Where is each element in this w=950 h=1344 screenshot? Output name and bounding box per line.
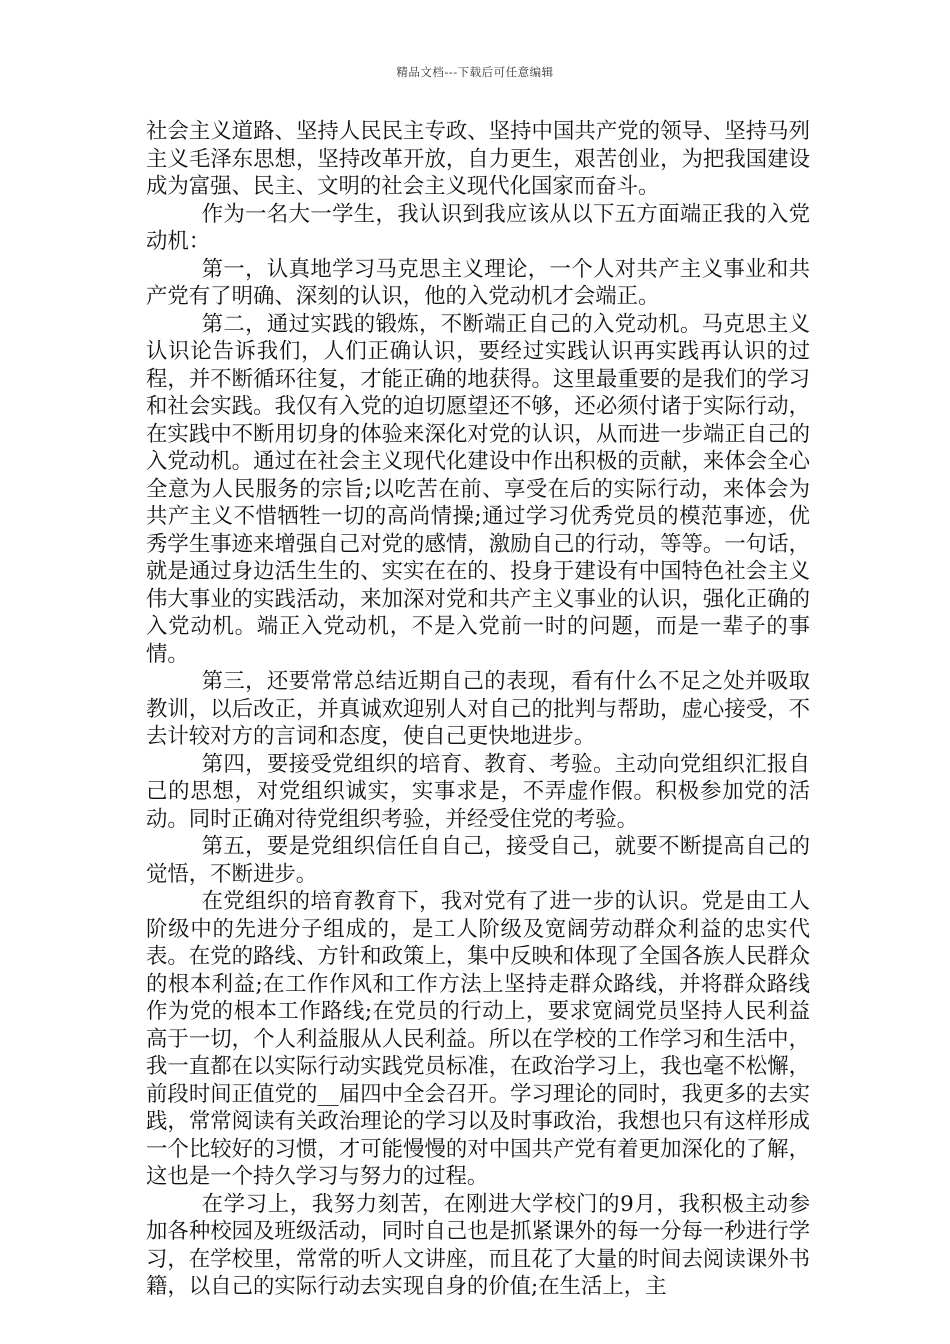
paragraph-7: 第五，要是党组织信任自自己，接受自己，就要不断提高自己的觉悟，不断进步。 (146, 834, 810, 887)
paragraph-4: 第二，通过实践的锻炼，不断端正自己的入党动机。马克思主义认识论告诉我们，人们正确认识，要经过实践认识再实践再认识的过程，并不断循环往复，才能正确的地获得。这里最重要的是我们的学习和社会实践。我仅有入党的迫切愿望还不够，还必须付诸于实际行动，在实践中不断用切身的体验来深化对党的认识，从而进一步端正自己的入党动机。通过在社会主义现代化建设中作出积极的贡献，来体会全心全意为人民服务的宗旨;以吃苦在前、享受在后的实际行动，来体会为共产主义不惜牺牲一切的高尚情操;通过学习优秀党员的模范事迹，优秀学生事迹来增强自己对党的感情，激励自己的行动，等等。一句话，就是通过身边活生生的、实实在在的、投身于建设有中国特色社会主义伟大事业的实践活动，来加深对党和共产主义事业的认识，强化正确的入党动机。端正入党动机，不是入党前一时的问题，而是一辈子的事情。 (146, 311, 810, 667)
paragraph-8: 在党组织的培育教育下，我对党有了进一步的认识。党是由工人阶级中的先进分子组成的，是工人阶级及宽阔劳动群众利益的忠实代表。在党的路线、方针和政策上，集中反映和体现了全国各族人民群众的根本利益;在工作作风和工作方法上坚持走群众路线，并将群众路线作为党的根本工作路线;在党员的行动上，要求宽阔党员坚持人民利益高于一切，个人利益服从人民利益。所以在学校的工作学习和生活中，我一直都在以实际行动实践党员标准，在政治学习上，我也毫不松懈，前段时间正值党的__届四中全会召开。学习理论的同时，我更多的去实践，常常阅读有关政治理论的学习以及时事政治，我想也只有这样形成一个比较好的习惯，才可能慢慢的对中国共产党有着更加深化的了解，这也是一个持久学习与努力的过程。 (146, 889, 810, 1189)
paragraph-9: 在学习上，我努力刻苦，在刚进大学校门的9月，我积极主动参加各种校园及班级活动，同时自己也是抓紧课外的每一分每一秒进行学习，在学校里，常常的听人文讲座，而且花了大量的时间去阅读课外书籍，以自己的实际行动去实现自身的价值;在生活上，主 (146, 1191, 810, 1299)
document-body (146, 118, 810, 1301)
paragraph-1: 社会主义道路、坚持人民民主专政、坚持中国共产党的领导、坚持马列主义毛泽东思想，坚持改革开放，自力更生，艰苦创业，为把我国建设成为富强、民主、文明的社会主义现代化国家而奋斗。 (146, 119, 810, 199)
paragraph-6: 第四，要接受党组织的培育、教育、考验。主动向党组织汇报自己的思想，对党组织诚实，实事求是，不弄虚作假。积极参加党的活动。同时正确对待党组织考验，并经受住党的考验。 (146, 751, 810, 832)
paragraph-5: 第三，还要常常总结近期自己的表现，看有什么不足之处并吸取教训，以后改正，并真诚欢迎别人对自己的批判与帮助，虚心接受，不去计较对方的言词和态度，使自己更快地进步。 (146, 669, 810, 749)
page-header: 精品文档---下载后可任意编辑 (396, 65, 554, 79)
paragraph-3: 第一，认真地学习马克思主义理论，一个人对共产主义事业和共产党有了明确、深刻的认识，他的入党动机才会端正。 (146, 256, 810, 309)
paragraph-2: 作为一名大一学生，我认识到我应该从以下五方面端正我的入党动机： (146, 201, 810, 254)
